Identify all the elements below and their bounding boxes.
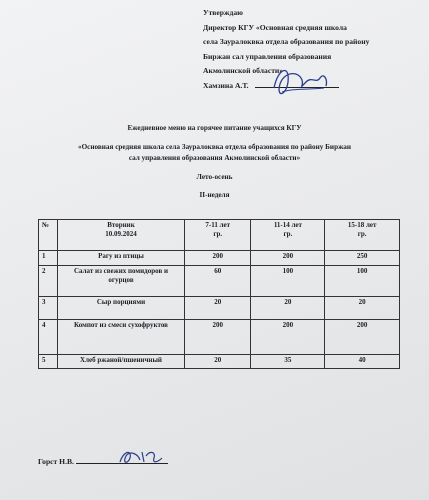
row-number: 3 bbox=[39, 297, 58, 320]
dish-name: Хлеб ржаной/пшеничный bbox=[58, 355, 185, 369]
column-header-age-7-11: 7-11 лет гр. bbox=[185, 220, 251, 251]
portion-11-14: 200 bbox=[251, 320, 325, 355]
approval-line: Утверждаю bbox=[203, 8, 243, 17]
dish-name: Рагу из птицы bbox=[58, 251, 185, 266]
menu-header bbox=[0, 123, 429, 202]
table-row bbox=[39, 251, 400, 266]
column-header-age-15-18: 15-18 лет гр. bbox=[325, 220, 400, 251]
director-signature-icon bbox=[268, 58, 332, 106]
portion-15-18: 100 bbox=[325, 266, 400, 297]
portion-7-11: 60 bbox=[185, 266, 251, 297]
portion-15-18: 200 bbox=[325, 320, 400, 355]
row-number: 4 bbox=[39, 320, 58, 355]
table-row bbox=[39, 320, 400, 355]
approval-line: села Зауралоквка отдела образования по району bbox=[203, 37, 370, 47]
table-header-row bbox=[39, 220, 400, 251]
organization-line: сал управления образования Акмолинской области» bbox=[128, 154, 301, 163]
column-header-day: Вторник 10.09.2024 bbox=[58, 220, 185, 251]
season-label: Лето-осень bbox=[196, 172, 233, 181]
portion-15-18: 20 bbox=[325, 297, 400, 320]
row-number: 2 bbox=[39, 266, 58, 297]
row-number: 5 bbox=[39, 355, 58, 369]
portion-7-11: 20 bbox=[185, 355, 251, 369]
approval-signer: Хамзина А.Т. bbox=[203, 80, 249, 90]
menu-table bbox=[38, 219, 400, 369]
approval-line: Акмолинской области» bbox=[203, 66, 284, 76]
portion-11-14: 20 bbox=[251, 297, 325, 320]
portion-7-11: 200 bbox=[185, 320, 251, 355]
portion-15-18: 250 bbox=[325, 251, 400, 266]
portion-7-11: 200 bbox=[185, 251, 251, 266]
menu-title: Ежедневное меню на горячее питание учащихся КГУ bbox=[127, 124, 302, 132]
portion-11-14: 35 bbox=[251, 355, 325, 369]
dish-name: Сыр порциями bbox=[58, 297, 185, 320]
approval-line: Директор КГУ «Основная средняя школа bbox=[203, 22, 347, 32]
footer-signer: Горст Н.В. bbox=[38, 457, 74, 466]
column-header-number: № bbox=[39, 220, 58, 251]
portion-15-18: 40 bbox=[325, 355, 400, 369]
portion-11-14: 200 bbox=[251, 251, 325, 266]
portion-11-14: 100 bbox=[251, 266, 325, 297]
week-label: II-неделя bbox=[199, 191, 230, 200]
table-row bbox=[39, 297, 400, 320]
approval-line: Биржан сал управления образования bbox=[203, 51, 332, 61]
row-number: 1 bbox=[39, 251, 58, 266]
table-row bbox=[39, 266, 400, 297]
dish-name: Салат из свежих помидоров и огурцов bbox=[58, 266, 185, 297]
table-row bbox=[39, 355, 400, 369]
portion-7-11: 20 bbox=[185, 297, 251, 320]
footer-signature-row bbox=[38, 457, 168, 466]
dish-name: Компот из смеси сухофруктов bbox=[58, 320, 185, 355]
signature-line bbox=[76, 463, 168, 464]
organization-line: «Основная средняя школа села Зауралоквка отдела образования по району Биржан bbox=[77, 142, 352, 151]
column-header-age-11-14: 11-14 лет гр. bbox=[251, 220, 325, 251]
